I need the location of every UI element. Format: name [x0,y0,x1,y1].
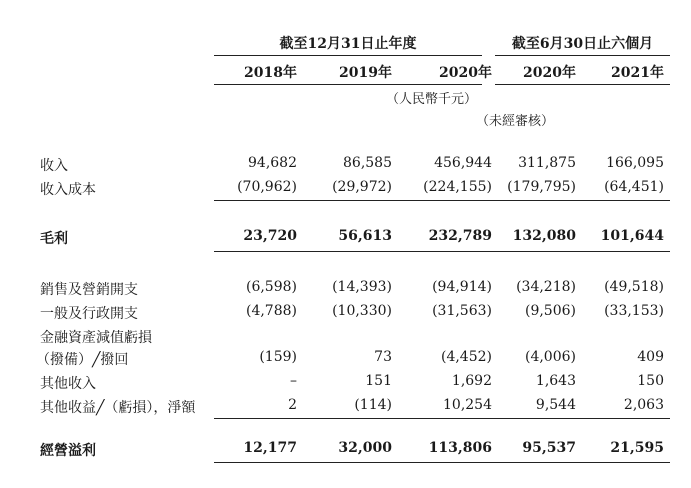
cell-value: (6,598) [245,279,297,295]
cell-value: (94,914) [432,279,492,295]
row-cost-of-revenue [0,179,691,199]
cell-value: (31,563) [432,303,492,319]
row-admin-expenses [0,303,691,323]
cell-value: (14,393) [332,279,392,295]
year-header-2021-h1: 2021年 [611,65,664,81]
cell-value: (49,518) [604,279,664,295]
total-rule [214,462,670,463]
cell-value: 56,613 [338,228,392,244]
cell-value: (29,972) [332,179,392,195]
year-header-2020-h1: 2020年 [523,65,576,81]
row-label: 銷售及營銷開支 [40,282,138,298]
row-revenue [0,155,691,175]
cell-value: 1,643 [535,373,576,389]
cell-value: 166,095 [606,155,664,171]
cell-value: 23,720 [243,228,297,244]
cell-value: (10,330) [332,303,392,319]
row-label: 毛利 [40,231,68,247]
row-label: 其他收益╱（虧損），淨額 [40,400,196,416]
cell-value: (34,218) [516,279,576,295]
cell-value: 151 [365,373,392,389]
row-impairment-provision [0,349,691,369]
cell-value: (4,788) [245,303,297,319]
row-label: 一般及行政開支 [40,306,138,322]
cell-value: 73 [374,349,392,365]
row-label: 收入成本 [40,182,96,198]
row-other-gains-net [0,397,691,417]
row-operating-profit [0,440,691,460]
cell-value: (33,153) [604,303,664,319]
cell-value: (4,006) [524,349,576,365]
cell-value: (159) [259,349,297,365]
cell-value: – [290,373,297,389]
year-rule-six-months [495,84,670,85]
cell-value: 95,537 [522,440,576,456]
cell-value: (114) [354,397,392,413]
cell-value: 2,063 [623,397,664,413]
cell-value: 86,585 [343,155,392,171]
cell-value: 113,806 [428,440,492,456]
row-impairment-heading [0,327,691,347]
row-other-income [0,373,691,393]
row-label: 金融資產減值虧損 [40,330,152,346]
cell-value: 311,875 [518,155,576,171]
cell-value: (179,795) [507,179,576,195]
cell-value: 21,595 [610,440,664,456]
total-rule [214,251,670,252]
cell-value: (70,962) [237,179,297,195]
cell-value: 150 [637,373,664,389]
cell-value: 94,682 [248,155,297,171]
cell-value: (64,451) [604,179,664,195]
cell-value: 409 [637,349,664,365]
cell-value: 12,177 [243,440,297,456]
row-gross-profit [0,228,691,248]
cell-value: 2 [288,397,297,413]
period-header-year-end: 截至12月31日止年度 [279,36,417,52]
cell-value: (9,506) [524,303,576,319]
row-label: 其他收入 [40,376,96,392]
row-label: 經營溢利 [40,443,96,459]
cell-value: 132,080 [512,228,576,244]
cell-value: 232,789 [428,228,492,244]
period-rule-six-months [495,55,670,56]
cell-value: 32,000 [338,440,392,456]
cell-value: 9,544 [535,397,576,413]
cell-value: (224,155) [423,179,492,195]
period-rule-year-end [214,55,482,56]
subtotal-rule [214,418,670,419]
cell-value: 10,254 [443,397,492,413]
year-header-2018: 2018年 [244,65,297,81]
year-header-2019: 2019年 [339,65,392,81]
cell-value: (4,452) [440,349,492,365]
cell-value: 101,644 [600,228,664,244]
cell-value: 456,944 [434,155,492,171]
period-header-six-months: 截至6月30日止六個月 [511,36,654,52]
year-header-2020: 2020年 [439,65,492,81]
subtotal-rule [214,200,670,201]
row-label: 收入 [40,158,68,174]
year-rule [214,84,482,85]
cell-value: 1,692 [451,373,492,389]
unaudited-note: （未經審核） [476,114,555,129]
unit-note: （人民幣千元） [386,92,478,107]
row-selling-expenses [0,279,691,299]
row-label: （撥備）╱撥回 [36,352,129,368]
